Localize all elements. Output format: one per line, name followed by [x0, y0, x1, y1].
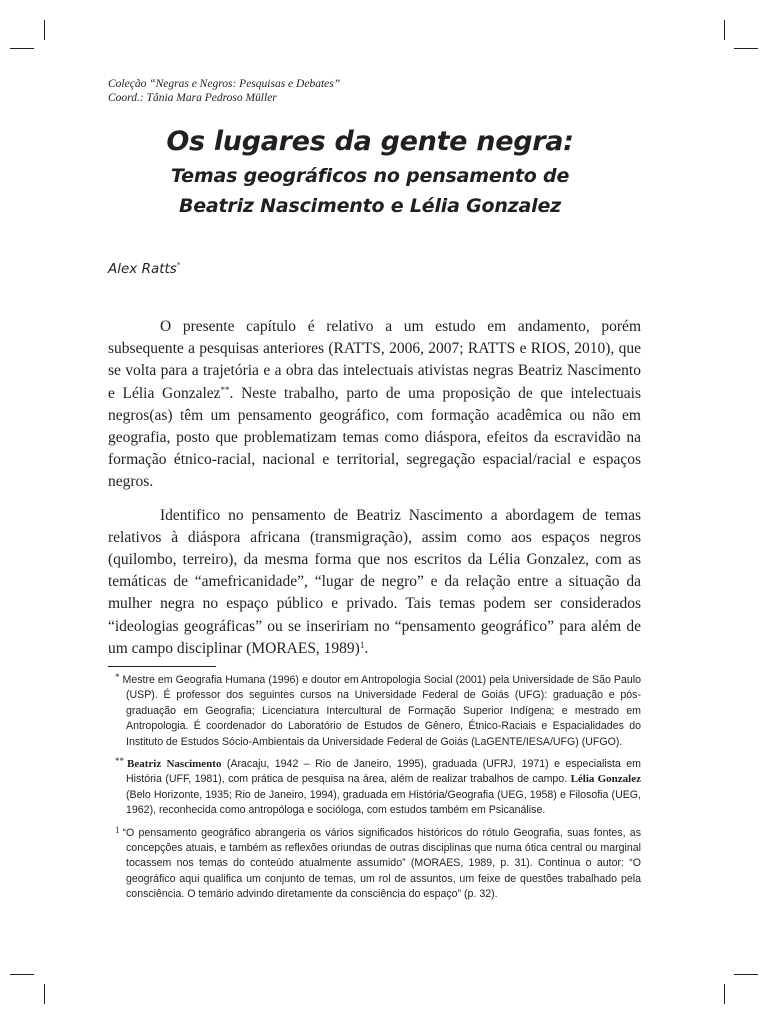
paragraph-2-end: .: [364, 639, 369, 657]
footnote-3: [108, 823, 641, 903]
footnote-1: [108, 670, 641, 750]
chapter-subtitle-line-1: Temas geográficos no pensamento de: [170, 165, 570, 187]
paragraph-1-text: O presente capítulo é relativo a um estudo em andamento, porém subsequente a pesquisas anteriores (RATTS, 2006, 2007; RATTS e RIOS, 2010), que se volta para a trajetória e a obra das intelectuais ativistas negras Beatriz Nascimento e Lélia Gonzalez: [108, 318, 641, 402]
footnote-2: [108, 754, 641, 819]
footnote-2-text-1: (Aracaju, 1942 – Rio de Janeiro, 1995), graduada (UFRJ, 1971) e especialista em História (UFF, 1981), com prática de pesquisa na área, além de realizar trabalhos de campo.: [126, 758, 641, 786]
footnote-ref: 1: [359, 639, 365, 650]
chapter-subtitle-line-2: Beatriz Nascimento e Lélia Gonzalez: [178, 195, 562, 217]
paragraph-1-rest: . Neste trabalho, parto de uma proposição de que intelectuais negros(as) têm um pensamento geográfico, com formação acadêmica ou não em geografia, posto que problematizam temas como diáspora, efeitos da escravidão na formação étnico-racial, nacional e territorial, segregação espacial/racial e espaços negros.: [108, 384, 641, 491]
footnote-1-mark: *: [115, 672, 120, 682]
footnote-divider: [108, 666, 216, 667]
coordinator-line: Coord.: Tânia Mara Pedroso Müller: [108, 92, 277, 104]
crop-mark: [10, 48, 34, 49]
crop-mark: [734, 974, 758, 975]
crop-mark: [734, 48, 758, 49]
paragraph-2-text: Identifico no pensamento de Beatriz Nascimento a abordagem de temas relativos à diáspora africana (transmigração), assim como aos espaços negros (quilombo, terreiro), da mesma forma que nos escritos da Lélia Gonzalez, com as temáticas de “amefricanidade”, “lugar de negro” e da relação entre a situação da mulher negra no espaço público e privado. Tais temas podem ser considerados “ideologias geográficas” ou se inseririam no “pensamento geográfico” para além de um campo disciplinar (MORAES, 1989): [108, 506, 641, 657]
footnote-2-mark: **: [115, 756, 124, 767]
collection-line: Coleção “Negras e Negros: Pesquisas e Debates”: [108, 78, 341, 90]
footnote-2-name-1: Beatriz Nascimento: [127, 758, 222, 771]
author-name: [108, 261, 180, 277]
footnote-ref: **: [220, 384, 230, 395]
series-header: [108, 77, 340, 105]
author-footnote-mark: *: [176, 261, 181, 269]
crop-mark: [44, 984, 45, 1004]
chapter-title: Os lugares da gente negra:: [166, 126, 574, 157]
paragraph-2: [108, 505, 641, 660]
footnotes: [108, 670, 641, 907]
footnote-2-name-2: Lélia Gonzalez: [570, 773, 641, 786]
body-text: [108, 316, 641, 671]
crop-mark: [10, 974, 34, 975]
crop-mark: [724, 20, 725, 40]
footnote-3-text: “O pensamento geográfico abrangeria os vários significados históricos do rótulo Geografia, suas fontes, as concepções atuais, e também as reflexões oriundas de outras disciplinas que numa ótica central ou marginal tocassem nos temas do conteúdo atualmente assumido” (MORAES, 1989, p. 31). Continua o autor: “O geográfico aqui qualifica um conjunto de temas, um rol de assuntos, um feixe de questões trabalhado pela consciência. O temário advindo diretamente da consciência do espaço” (p. 32).: [122, 826, 641, 901]
footnote-2-text-2: (Belo Horizonte, 1935; Rio de Janeiro, 1994), graduada em História/Geografia (UEG, 1958) e Filosofia (UEG, 1962), reconhecida como antropóloga e socióloga, com estudos também em Psicanálise.: [126, 788, 641, 817]
chapter-title-block: [100, 124, 640, 221]
footnote-1-text: Mestre em Geografia Humana (1996) e doutor em Antropologia Social (2001) pela Universidade de São Paulo (USP). É professor dos seguintes cursos na Universidade Federal de Goiás (UFG): graduação e pós-graduação em Geografia; Licenciatura Intercultural de Formação Superior Indígena; e mestrado em Antropologia. É coordenador do Laboratório de Estudos de Gênero, Étnico-Raciais e Espacialidades do Instituto de Estudos Sócio-Ambientais da Universidade Federal de Goiás (LaGENTE/IESA/UFG) (UFGO).: [122, 674, 641, 748]
footnote-3-mark: 1: [115, 824, 120, 835]
crop-mark: [724, 984, 725, 1004]
paragraph-1: [108, 316, 641, 494]
author-name-text: Alex Ratts: [108, 261, 177, 277]
crop-mark: [44, 20, 45, 40]
